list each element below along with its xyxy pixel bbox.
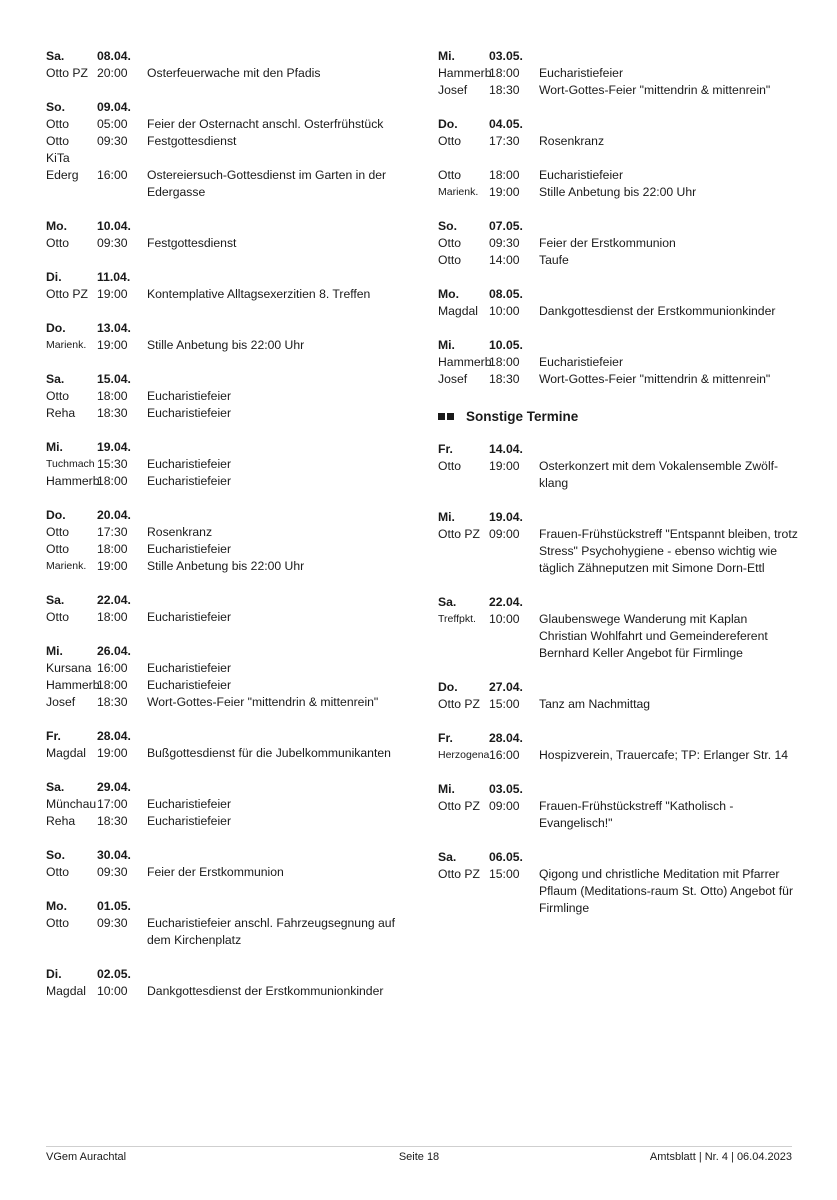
square-bullet-icon [447, 413, 454, 420]
event-row [438, 371, 798, 388]
event-location: Münchau [46, 797, 97, 811]
date: 15.04. [97, 372, 131, 386]
weekday: Mi. [46, 644, 63, 658]
event-description: Eucharistiefeier [147, 474, 231, 488]
event-description: Eucharistiefeier [539, 66, 623, 80]
event-time: 15:00 [489, 867, 520, 881]
day-header [46, 269, 418, 286]
event-description: Kontemplative Alltagsexerzitien 8. Treffen [147, 287, 371, 301]
weekday: Do. [46, 508, 66, 522]
event-row [438, 458, 798, 492]
day-block [46, 320, 418, 354]
day-header [46, 99, 418, 116]
event-location: Magdal [438, 304, 478, 318]
event-time: 18:00 [97, 389, 128, 403]
event-time: 09:30 [489, 236, 520, 250]
event-location: Marienk. [46, 339, 87, 351]
event-row [46, 609, 418, 626]
day-header [438, 509, 798, 526]
event-description: Wort-Gottes-Feier "mittendrin & mittenrein" [539, 83, 771, 97]
event-time: 18:30 [97, 814, 128, 828]
event-description: Glaubenswege Wanderung mit Kaplan Christian Wohlfahrt und Gemeindereferent Bernhard Keller Angebot für Firmlinge [539, 612, 768, 660]
event-time: 18:00 [489, 66, 520, 80]
event-row [46, 235, 418, 252]
day-header [46, 48, 418, 65]
event-time [97, 150, 147, 167]
day-block [438, 337, 798, 388]
event-row [46, 116, 418, 133]
day-header [46, 643, 418, 660]
day-block [438, 116, 798, 201]
event-row [46, 864, 418, 881]
event-row [438, 235, 798, 252]
event-location: Otto [438, 236, 462, 250]
weekday: Mo. [438, 287, 459, 301]
event-row [46, 337, 418, 354]
event-description: Eucharistiefeier [147, 797, 231, 811]
event-row [46, 405, 418, 422]
event-location: Ederg [46, 168, 79, 182]
event-time: 20:00 [97, 66, 128, 80]
event-location: Josef [438, 83, 468, 97]
event-row [46, 915, 418, 949]
event-row [46, 677, 418, 694]
weekday: Mi. [438, 510, 455, 524]
event-description: Stille Anbetung bis 22:00 Uhr [147, 559, 305, 573]
event-location: Otto [438, 168, 462, 182]
weekday: Mo. [46, 899, 67, 913]
date: 09.04. [97, 100, 131, 114]
event-time: 18:30 [489, 83, 520, 97]
sonstige-events [438, 441, 798, 917]
date: 11.04. [97, 270, 131, 284]
event-description: Stille Anbetung bis 22:00 Uhr [539, 185, 697, 199]
event-time: 19:00 [97, 287, 128, 301]
event-description: Eucharistiefeier [147, 542, 231, 556]
event-time: 17:30 [489, 134, 520, 148]
day-block [46, 269, 418, 303]
weekday: Fr. [438, 442, 453, 456]
event-location: Otto [46, 236, 70, 250]
event-location: Otto PZ [438, 697, 480, 711]
event-location: Hammerb [46, 474, 100, 488]
day-block [438, 849, 798, 917]
footer-right: Amtsblatt | Nr. 4 | 06.04.2023 [649, 1151, 792, 1163]
day-block [438, 509, 798, 577]
event-location: Otto [46, 389, 70, 403]
day-header [46, 898, 418, 915]
event-description: Wort-Gottes-Feier "mittendrin & mittenrein" [539, 372, 771, 386]
weekday: So. [46, 100, 65, 114]
event-row [438, 303, 798, 320]
day-header [438, 116, 798, 133]
date: 02.05. [97, 967, 131, 981]
date: 19.04. [489, 510, 523, 524]
day-block [438, 679, 798, 713]
event-row [46, 813, 418, 830]
event-location: Otto PZ [46, 287, 88, 301]
event-location: Otto [46, 134, 70, 148]
event-row [46, 524, 418, 541]
event-time: 14:00 [489, 253, 520, 267]
date: 10.04. [97, 219, 131, 233]
weekday: Sa. [438, 850, 457, 864]
event-location: Josef [438, 372, 468, 386]
event-description: Eucharistiefeier [539, 355, 623, 369]
event-description: Eucharistiefeier anschl. Fahrzeugsegnung auf dem Kirchenplatz [147, 916, 395, 947]
event-description [147, 150, 418, 167]
day-block [46, 99, 418, 201]
event-time: 18:00 [97, 474, 128, 488]
day-block [438, 286, 798, 320]
event-location: Tuchmach [46, 458, 95, 470]
event-time: 18:00 [97, 678, 128, 692]
day-block [46, 966, 418, 1000]
day-block [438, 48, 798, 99]
date: 27.04. [489, 680, 523, 694]
day-block [46, 728, 418, 762]
event-row [438, 133, 798, 150]
event-time: 19:00 [97, 338, 128, 352]
event-time: 15:30 [97, 457, 128, 471]
event-location: Otto [438, 134, 462, 148]
day-header [438, 218, 798, 235]
event-time: 10:00 [489, 304, 520, 318]
date: 29.04. [97, 780, 131, 794]
event-row [46, 456, 418, 473]
event-description: Eucharistiefeier [147, 457, 231, 471]
event-time: 09:30 [97, 236, 128, 250]
event-row [46, 558, 418, 575]
event-description: Feier der Erstkommunion [147, 865, 284, 879]
event-time: 18:00 [489, 168, 520, 182]
event-row [46, 150, 418, 167]
day-header [46, 320, 418, 337]
event-location: Hammerb [438, 66, 492, 80]
event-description: Eucharistiefeier [147, 610, 231, 624]
event-location: Otto PZ [438, 799, 480, 813]
event-location: Otto [46, 610, 70, 624]
event-row [46, 745, 418, 762]
day-header [46, 371, 418, 388]
day-header [438, 781, 798, 798]
weekday: Sa. [46, 372, 65, 386]
day-header [438, 849, 798, 866]
page-footer [46, 1146, 792, 1163]
weekday: Do. [438, 117, 458, 131]
event-description: Eucharistiefeier [147, 406, 231, 420]
event-location: Reha [46, 814, 76, 828]
day-block [438, 218, 798, 269]
date: 28.04. [97, 729, 131, 743]
weekday: Mi. [438, 49, 455, 63]
event-location: Hammerb [438, 355, 492, 369]
event-time: 17:30 [97, 525, 128, 539]
event-row [438, 65, 798, 82]
event-time: 18:00 [97, 542, 128, 556]
date: 10.05. [489, 338, 523, 352]
day-block [46, 643, 418, 711]
event-location: Otto [46, 916, 70, 930]
event-row [46, 473, 418, 490]
event-location: Otto PZ [438, 527, 480, 541]
event-description [539, 150, 798, 167]
page-number: Seite 18 [398, 1151, 440, 1163]
weekday: Mi. [46, 440, 63, 454]
day-header [438, 337, 798, 354]
day-header [438, 594, 798, 611]
event-time: 09:00 [489, 799, 520, 813]
event-description: Osterfeuerwache mit den Pfadis [147, 66, 321, 80]
weekday: Mi. [438, 338, 455, 352]
event-row [46, 65, 418, 82]
event-row [46, 541, 418, 558]
day-header [46, 592, 418, 609]
date: 08.05. [489, 287, 523, 301]
event-time: 19:00 [97, 559, 128, 573]
day-header [438, 679, 798, 696]
event-time: 19:00 [97, 746, 128, 760]
event-row [46, 167, 418, 201]
date: 13.04. [97, 321, 131, 335]
weekday: Di. [46, 270, 62, 284]
weekday: Di. [46, 967, 62, 981]
event-location: Magdal [46, 746, 86, 760]
event-row [438, 747, 798, 764]
date: 14.04. [489, 442, 523, 456]
event-row [46, 796, 418, 813]
event-description: Stille Anbetung bis 22:00 Uhr [147, 338, 305, 352]
event-description: Feier der Erstkommunion [539, 236, 676, 250]
right-column [438, 48, 798, 934]
weekday: Do. [46, 321, 66, 335]
event-row [438, 611, 798, 662]
weekday: Sa. [438, 595, 457, 609]
event-time: 16:00 [97, 661, 128, 675]
date: 03.05. [489, 782, 523, 796]
date: 20.04. [97, 508, 131, 522]
event-row [46, 694, 418, 711]
event-location: KiTa [46, 151, 70, 165]
event-location: Otto [438, 253, 462, 267]
event-time: 16:00 [489, 748, 520, 762]
weekday: Sa. [46, 49, 65, 63]
date: 30.04. [97, 848, 131, 862]
event-time: 09:30 [97, 134, 128, 148]
event-row [438, 526, 798, 577]
event-description: Feier der Osternacht anschl. Osterfrühstück [147, 117, 384, 131]
square-bullet-icon [438, 413, 445, 420]
event-location: Otto [46, 865, 70, 879]
day-header [438, 48, 798, 65]
event-time: 09:00 [489, 527, 520, 541]
date: 06.05. [489, 850, 523, 864]
event-location: Magdal [46, 984, 86, 998]
event-description: Frauen-Frühstückstreff "Entspannt bleiben, trotz Stress" Psychohygiene - ebenso wichtig wie täglich Zähneputzen mit Simone Dorn-Ettl [539, 527, 798, 575]
event-time: 10:00 [489, 612, 520, 626]
day-header [46, 966, 418, 983]
event-description: Wort-Gottes-Feier "mittendrin & mittenrein" [147, 695, 379, 709]
section-title: Sonstige Termine [466, 408, 579, 424]
event-time: 15:00 [489, 697, 520, 711]
event-description: Rosenkranz [539, 134, 605, 148]
day-header [46, 439, 418, 456]
event-row [438, 150, 798, 167]
event-time: 18:30 [489, 372, 520, 386]
event-description: Tanz am Nachmittag [539, 697, 651, 711]
event-description: Taufe [539, 253, 569, 267]
date: 22.04. [97, 593, 131, 607]
event-description: Festgottesdienst [147, 236, 237, 250]
event-location: Otto [438, 459, 462, 473]
event-description: Eucharistiefeier [147, 678, 231, 692]
day-block [438, 781, 798, 832]
weekday: So. [46, 848, 65, 862]
event-time: 18:00 [489, 355, 520, 369]
event-description: Dankgottesdienst der Erstkommunionkinder [147, 984, 384, 998]
event-location: Marienk. [438, 186, 479, 198]
event-row [46, 388, 418, 405]
event-time: 19:00 [489, 459, 520, 473]
day-block [438, 730, 798, 764]
section-heading [438, 405, 798, 427]
day-header [46, 728, 418, 745]
date: 26.04. [97, 644, 131, 658]
event-location: Josef [46, 695, 76, 709]
event-row [438, 696, 798, 713]
event-time: 10:00 [97, 984, 128, 998]
event-location: Otto [46, 542, 70, 556]
event-row [438, 866, 798, 917]
event-location: Kursana [46, 661, 92, 675]
event-time: 09:30 [97, 865, 128, 879]
event-time: 18:30 [97, 406, 128, 420]
event-description: Dankgottesdienst der Erstkommunionkinder [539, 304, 776, 318]
weekday: Fr. [438, 731, 453, 745]
event-location: Marienk. [46, 560, 87, 572]
event-time: 05:00 [97, 117, 128, 131]
event-row [438, 184, 798, 201]
event-time: 19:00 [489, 185, 520, 199]
event-description: Eucharistiefeier [539, 168, 623, 182]
event-location: Otto PZ [46, 66, 88, 80]
day-header [46, 218, 418, 235]
weekday: Mi. [438, 782, 455, 796]
weekday: Do. [438, 680, 458, 694]
day-block [438, 594, 798, 662]
event-row [46, 983, 418, 1000]
event-location: Treffpkt. [438, 613, 476, 625]
event-description: Eucharistiefeier [147, 814, 231, 828]
date: 19.04. [97, 440, 131, 454]
day-header [46, 507, 418, 524]
day-block [46, 779, 418, 830]
date: 07.05. [489, 219, 523, 233]
event-row [438, 798, 798, 832]
day-header [438, 286, 798, 303]
weekday: Sa. [46, 780, 65, 794]
footer-left: VGem Aurachtal [46, 1151, 127, 1163]
day-header [46, 847, 418, 864]
event-row [46, 133, 418, 150]
event-row [46, 660, 418, 677]
date: 01.05. [97, 899, 131, 913]
event-row [438, 354, 798, 371]
event-time [489, 150, 539, 167]
event-description: Eucharistiefeier [147, 389, 231, 403]
event-time: 18:00 [97, 610, 128, 624]
event-location: Herzogena [438, 749, 490, 761]
day-block [46, 507, 418, 575]
date: 28.04. [489, 731, 523, 745]
event-time: 18:30 [97, 695, 128, 709]
event-row [438, 252, 798, 269]
date: 08.04. [97, 49, 131, 63]
left-column [46, 48, 418, 1017]
event-description: Eucharistiefeier [147, 661, 231, 675]
weekday: So. [438, 219, 457, 233]
event-description: Rosenkranz [147, 525, 213, 539]
event-location [438, 150, 489, 167]
event-description: Hospizverein, Trauercafe; TP: Erlanger Str. 14 [539, 748, 789, 762]
weekday: Sa. [46, 593, 65, 607]
day-header [438, 441, 798, 458]
event-location: Otto [46, 117, 70, 131]
day-block [46, 847, 418, 881]
date: 04.05. [489, 117, 523, 131]
event-description: Ostereiersuch-Gottesdienst im Garten in der Edergasse [147, 168, 387, 199]
event-description: Bußgottesdienst für die Jubelkommunikanten [147, 746, 391, 760]
event-location: Hammerb [46, 678, 100, 692]
day-block [46, 48, 418, 82]
event-location: Otto PZ [438, 867, 480, 881]
event-location: Otto [46, 525, 70, 539]
day-block [46, 898, 418, 949]
event-description: Qigong und christliche Meditation mit Pfarrer Pflaum (Meditations-raum St. Otto) Angebot für Firmlinge [539, 867, 794, 915]
day-block [438, 441, 798, 492]
event-row [438, 82, 798, 99]
weekday: Mo. [46, 219, 67, 233]
event-description: Osterkonzert mit dem Vokalensemble Zwölf-klang [539, 459, 779, 490]
date: 03.05. [489, 49, 523, 63]
day-header [46, 779, 418, 796]
date: 22.04. [489, 595, 523, 609]
day-block [46, 371, 418, 422]
day-block [46, 218, 418, 252]
event-row [438, 167, 798, 184]
event-time: 17:00 [97, 797, 128, 811]
event-time: 16:00 [97, 168, 128, 182]
event-description: Festgottesdienst [147, 134, 237, 148]
event-row [46, 286, 418, 303]
event-time: 09:30 [97, 916, 128, 930]
day-block [46, 592, 418, 626]
weekday: Fr. [46, 729, 61, 743]
day-block [46, 439, 418, 490]
day-header [438, 730, 798, 747]
event-description: Frauen-Frühstückstreff "Katholisch - Evangelisch!" [539, 799, 734, 830]
right-events [438, 48, 798, 388]
event-location: Reha [46, 406, 76, 420]
